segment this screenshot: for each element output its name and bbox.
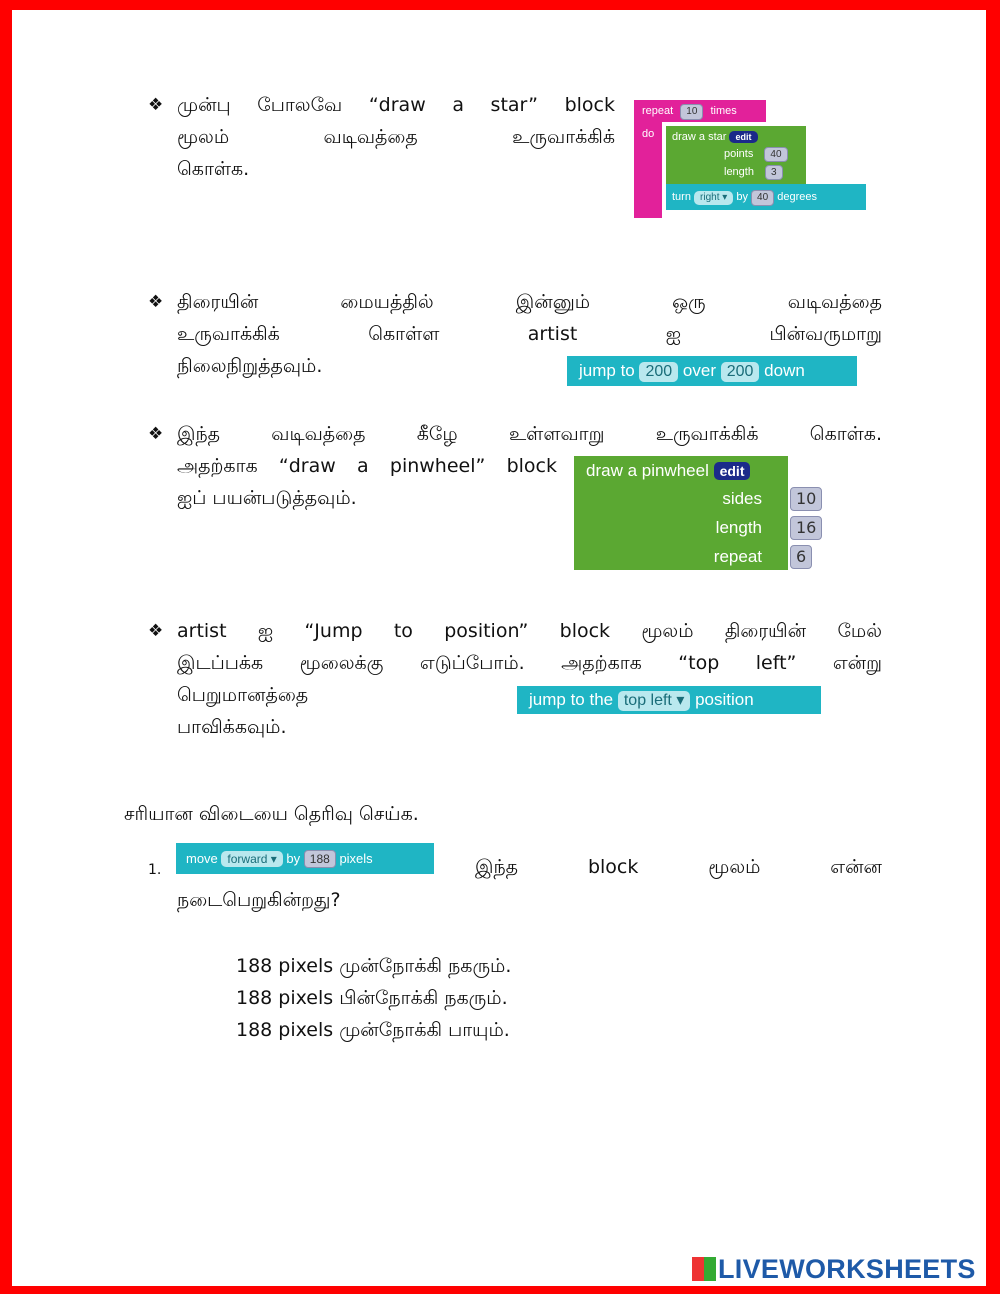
move-label: move [186,851,218,866]
text-line: பாவிக்கவும். [177,716,287,738]
question-number: 1. [148,862,162,878]
by-label: by [286,851,301,866]
bullet-icon: ❖ [148,95,164,115]
do-label: do [634,122,662,218]
repeat-label: repeat [713,547,762,566]
draw-star-label: draw a star [672,131,727,143]
text-line: திரையின் மையத்தில் இன்னும் ஒரு வடிவத்தை [177,291,882,313]
draw-pinwheel-block [574,456,788,570]
answer-option-1[interactable]: 188 pixels முன்நோக்கி நகரும். [236,955,512,977]
jump-label: jump to [579,361,635,380]
bullet-icon: ❖ [148,621,164,641]
text-line: மூலம் வடிவத்தை உருவாக்கிக் [177,126,615,148]
question-word: மூலம் [708,856,761,878]
points-label: points [724,148,754,160]
text-line: உருவாக்கிக் கொள்ள artist ஐ பின்வருமாறு [177,323,882,345]
question-text-line1 [475,851,882,883]
by-label: by [736,191,748,203]
pixels-label: pixels [339,851,373,866]
bullet-icon: ❖ [148,424,164,444]
repeat-label: repeat [642,105,674,117]
down-label: down [764,361,805,380]
move-forward-block-image [176,843,434,874]
answer-option-3[interactable]: 188 pixels முன்நோக்கி பாயும். [236,1019,510,1041]
question-word: block [587,856,639,878]
instruction-draw-star [177,89,615,185]
sides-label: sides [722,489,762,508]
text-line: கொள்க. [177,158,250,180]
question-word: என்ன [830,856,882,878]
text-line: நிலைநிறுத்தவும். [177,355,323,377]
length-label: length [715,518,762,537]
text-line: முன்பு போலவே “draw a star” block [177,94,615,116]
position-label: position [695,690,754,709]
draw-star-block-image [634,100,868,218]
question-word: இந்த [475,856,519,878]
jump-label: jump to the [529,690,614,709]
jump-to-block-image [567,356,857,386]
text-line: artist ஐ “Jump to position” block மூலம் திரையின் மேல் [177,620,882,642]
jump-to-position-block-image [517,686,821,714]
draw-star-block [666,126,806,184]
degrees-label: degrees [777,191,817,203]
question-text-line2: நடைபெறுகின்றது? [177,889,341,911]
bullet-icon: ❖ [148,292,164,312]
text-line: அதற்காக “draw a pinwheel” block [177,455,557,477]
degrees-value: 40 [751,190,774,206]
repeat-block [634,100,766,122]
logo-text: LIVEWORKSHEETS [718,1254,976,1284]
pixels-value: 188 [304,850,336,868]
text-line: இந்த வடிவத்தை கீழே உள்ளவாறு உருவாக்கிக் கொள்க. [177,423,882,445]
x-value: 200 [639,362,678,382]
sides-value: 10 [790,487,822,511]
over-label: over [682,361,716,380]
text-line: இடப்பக்க மூலைக்கு எடுப்போம். அதற்காக “top left” என்று [177,652,882,674]
text-line: பெறுமானத்தை [177,684,309,706]
section-title: சரியான விடையை தெரிவு செய்க. [124,803,419,825]
points-value: 40 [764,147,787,162]
turn-label: turn [672,191,691,203]
liveworksheets-logo [692,1254,976,1285]
position-dropdown[interactable]: top left ▾ [618,691,691,711]
text-line: ஐப் பயன்படுத்தவும். [177,487,357,509]
times-value: 10 [680,104,703,120]
edit-button[interactable]: edit [714,462,751,480]
length-label: length [724,166,754,178]
edit-button[interactable]: edit [729,131,757,143]
pinwheel-label: draw a pinwheel [586,461,709,480]
logo-icon [692,1257,716,1281]
length-value: 3 [765,165,783,180]
turn-block [666,184,866,210]
length-value: 16 [790,516,822,540]
instruction-jump-position [177,615,882,743]
direction-dropdown[interactable]: right ▾ [694,191,733,205]
pinwheel-block-image [574,456,834,572]
y-value: 200 [721,362,760,382]
answer-option-2[interactable]: 188 pixels பின்நோக்கி நகரும். [236,987,508,1009]
repeat-value: 6 [790,545,812,569]
direction-dropdown[interactable]: forward ▾ [221,851,282,867]
times-label: times [710,105,737,117]
